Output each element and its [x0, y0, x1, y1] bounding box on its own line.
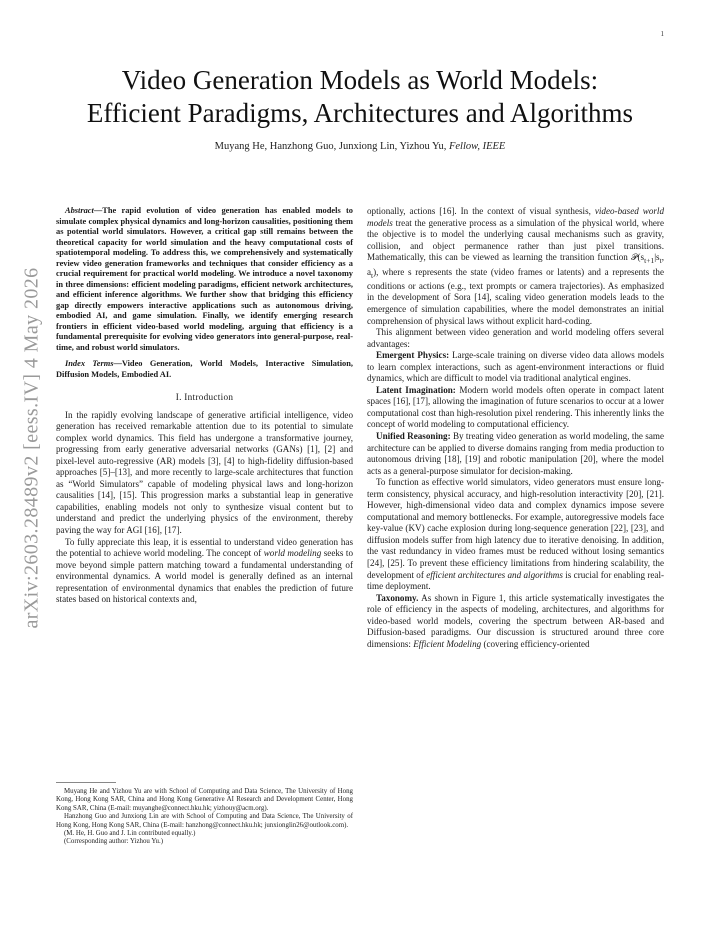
- abstract: [56, 206, 353, 353]
- right-paragraph-1: [367, 206, 664, 327]
- adv1-text: Large-scale training on diverse video data allows models to learn complex interactions, such as agent-environment interactions or fluid dynamics, which are difficult to model via traditional analytical engines.: [367, 350, 665, 384]
- rp1-h: ), where s represents the state (video frames or latents) and a represents the conditions or actions (e.g., text prompts or camera trajectories). As emphasized in the development of Sora [14], scaling video generation models leads to the emergence of simulation capabilities, where the model demonstrates an initial comprehension of physical laws without explicit hard-coding.: [367, 266, 664, 326]
- arxiv-identifier-text: arXiv:2603.28489v2 [eess.IV] 4 May 2026: [20, 267, 43, 629]
- intro-paragraph-2: [56, 537, 353, 606]
- advantage-latent-imagination: [367, 385, 664, 431]
- rp1-emphasis: video-based world models: [367, 206, 664, 228]
- advantage-unified-reasoning: [367, 431, 664, 477]
- index-terms: [56, 359, 353, 380]
- rp3-a: To function as effective world simulators, video generators must ensure long-term consistency, physical accuracy, and high-resolution interactivity [20], [21]. However, high-dimensional video data and complex dynamics impose severe computational and memory bottlenecks. For example, autoregressive models face key-value (KV) cache explosion during long-sequence generation [22], [23], and diffusion models suffer from high latency due to iterative denoising. In addition, the vast redundancy in video frames must be reduced without losing semantics [24], [25]. To prevent these efficiency limitations from hindering scalability, the development of: [367, 477, 664, 580]
- footnotes: [56, 788, 353, 847]
- adv3-label: Unified Reasoning:: [376, 431, 451, 442]
- adv2-label: Latent Imagination:: [376, 384, 456, 395]
- rp3-emphasis: efficient architectures and algorithms: [426, 569, 563, 580]
- rp1-sub-1: t+1: [644, 256, 655, 265]
- right-paragraph-3: [367, 477, 664, 592]
- intro-paragraph-1: In the rapidly evolving landscape of generative artificial intelligence, video generation has received remarkable attention due to its potential to simulate complex world dynamics. This field has undergone a transformative journey, progressing from early generative adversarial networks (GANs) [1], [2] and pixel-level auto-regressive (AR) models [3], [4] to high-fidelity diffusion-based approaches [5]–[13], and more recently to large-scale architectures that function as “World Simulators” capable of modeling physical laws and long-horizon causalities [14], [15]. This progression marks a substantial leap in generative capabilities, enabling models not only to synthesize visual content but to understand and predict the underlying physics of the environment, thereby paving the way for AGI [16], [17].: [56, 409, 353, 536]
- rp1-f: , a: [367, 252, 664, 277]
- advantage-emergent-physics: [367, 350, 664, 385]
- taxonomy-paragraph: [367, 593, 664, 651]
- abstract-label: Abstract: [65, 206, 94, 215]
- footnote-4: (Corresponding author: Yizhou Yu.): [64, 838, 164, 846]
- right-paragraph-2: This alignment between video generation and world modeling offers several advantages:: [367, 327, 664, 349]
- page-number: 1: [660, 30, 664, 38]
- section-heading: I. Introduction: [175, 392, 234, 402]
- rp1-sub-3: t: [371, 270, 374, 280]
- paper-title: [40, 64, 680, 130]
- taxonomy-label: Taxonomy.: [376, 592, 419, 603]
- adv3-text: By treating video generation as world modeling, the same architecture can be applied to diverse domains ranging from media production to autonomous driving [18], [19] and robotic manipulation [20], where the model acts as a general-purpose simulator for decision-making.: [367, 431, 664, 476]
- adv2-text: Modern world models often operate in compact latent spaces [16], [17], allowing the imagination of future scenarios to occur at a lower computational cost than high-resolution pixel rendering. This inherently links the concept of world modeling to computational efficiency.: [367, 384, 665, 430]
- rp1-d: |s: [654, 252, 660, 263]
- intro-p2-text-a: To fully appreciate this leap, it is essential to understand video generation has the potential to achieve world modeling. The concept of: [56, 536, 353, 559]
- left-column: [56, 206, 353, 606]
- author-suffix: Fellow, IEEE: [448, 141, 506, 152]
- intro-p2-emphasis: world modeling: [263, 548, 322, 559]
- title-line-1: Video Generation Models as World Models:: [121, 65, 599, 95]
- footnote-2: Hanzhong Guo and Junxiong Lin are with School of Computing and Data Science, The University of Hong Kong, Hong Kong SAR, China (E-mail: hanzhong@connect.hku.hk; junxionglin26@outlook.com).: [56, 813, 353, 829]
- rp1-b: treat the generative process as a simulation of the physical world, where the objective is to model the underlying causal mechanisms such as gravity, collision, and object permanence rather than just pixel transitions. Mathematically, this can be viewed as learning the transition function 𝒫(s: [367, 217, 664, 263]
- footnote-rule: [56, 782, 116, 783]
- title-line-2: Efficient Paradigms, Architectures and Algorithms: [86, 98, 634, 128]
- rp1-sub-2: t: [659, 256, 662, 265]
- intro-p2-text-b: seeks to move beyond simple pattern matching toward a fundamental understanding of environmental dynamics. A world model is generally defined as an internal representation of environmental dynamics that enables the prediction of future states based on historical contexts and,: [56, 548, 353, 605]
- rp1-a: optionally, actions [16]. In the context of visual synthesis,: [367, 206, 595, 216]
- footnote-3: (M. He, H. Guo and J. Lin contributed equally.): [64, 830, 196, 838]
- index-terms-text: —Video Generation, World Models, Interactive Simulation, Diffusion Models, Embodied AI.: [56, 359, 353, 379]
- rp3-b: is crucial for enabling real-time deployment.: [367, 569, 665, 592]
- author-names: Muyang He, Hanzhong Guo, Junxiong Lin, Yizhou Yu,: [214, 141, 447, 152]
- abstract-text: —The rapid evolution of video generation has enabled models to simulate complex physical dynamics and long-horizon causalities, positioning them as potential world simulators. However, a critical gap still remains between the theoretical capacity for world simulation and the heavy computational costs of spatiotemporal modeling. To address this, we comprehensively and systematically review video generation frameworks and techniques that consider efficiency as a crucial requirement for practical world modeling. We introduce a novel taxonomy in three dimensions: efficient modeling paradigms, efficient network architectures, and efficient inference algorithms. We further show that bridging this efficiency gap directly empowers interactive applications such as autonomous driving, embodied AI, and game simulation. Finally, we identify emerging research frontiers in efficient video-based world modeling, arguing that efficiency is a fundamental prerequisite for evolving video generators into general-purpose, real-time, and robust world simulators.: [56, 206, 353, 352]
- taxonomy-a: As shown in Figure 1, this article systematically investigates the role of efficiency in the aspects of modeling, architectures, and algorithms for video-based world models, covering the spectrum between AR-based and Diffusion-based paradigms. Our discussion is structured around three core dimensions:: [367, 592, 664, 649]
- author-list: [40, 141, 680, 152]
- index-terms-label: Index Terms: [65, 359, 114, 368]
- taxonomy-b: (covering efficiency-oriented: [481, 638, 590, 649]
- footnote-1: Muyang He and Yizhou Yu are with School of Computing and Data Science, The University of Hong Kong, Hong Kong SAR, China and Hong Kong Generative AI Research and Development Center, Hong Kong SAR, China (E-mail: muyanghe@connect.hku.hk; yizhouy@acm.org).: [56, 788, 353, 812]
- taxonomy-emphasis: Efficient Modeling: [413, 638, 482, 649]
- right-column: [367, 206, 664, 650]
- adv1-label: Emergent Physics:: [376, 350, 450, 361]
